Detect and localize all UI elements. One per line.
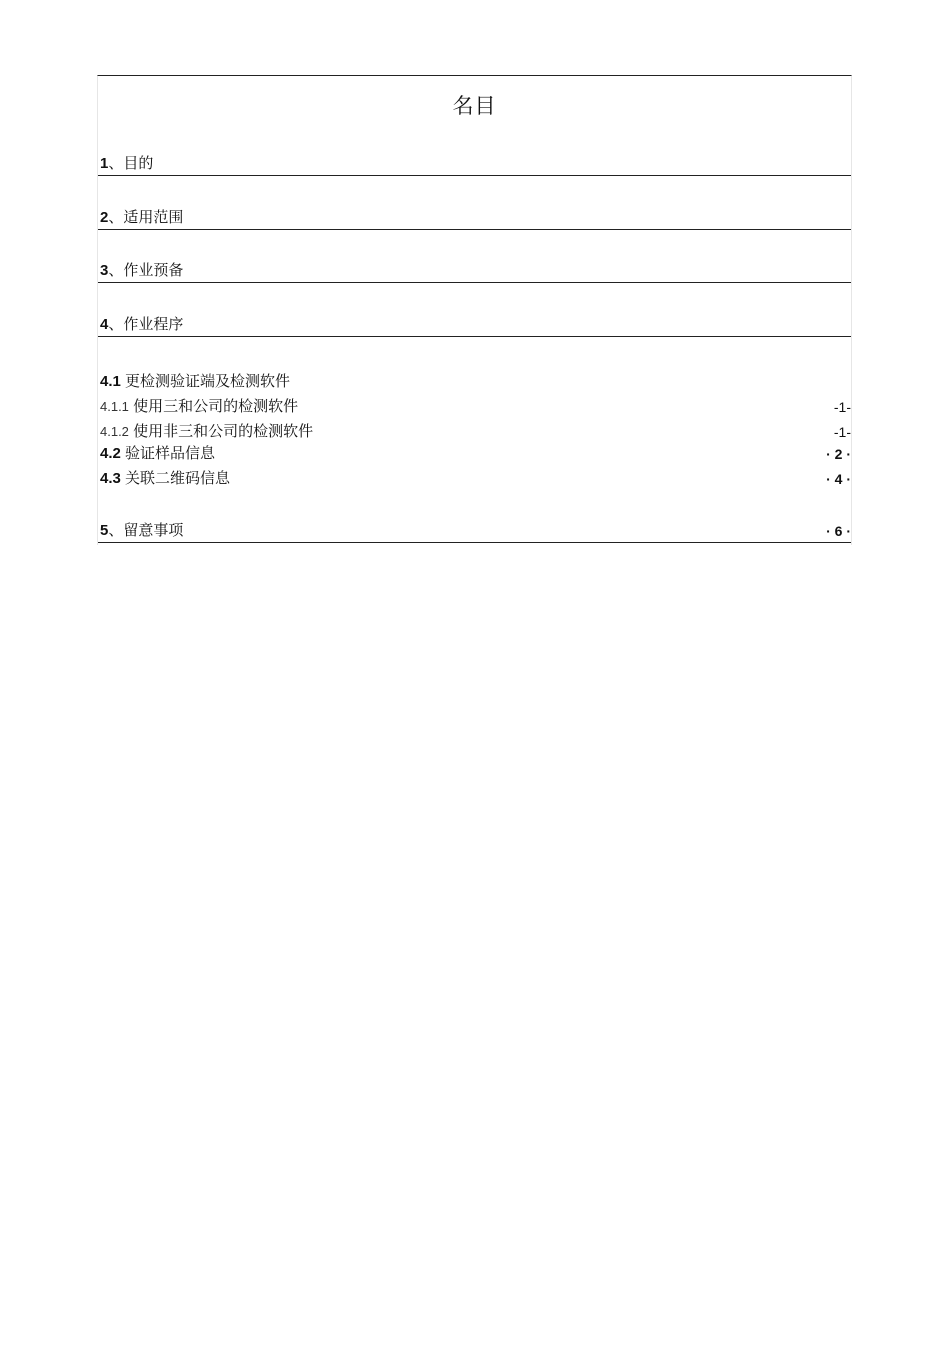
toc-entry-text: 、适用范围	[108, 209, 184, 226]
toc-entry-number: 4.1.1	[100, 399, 129, 414]
toc-entry-number: 4	[100, 316, 109, 333]
toc-entry-number: 4.1.2	[100, 424, 129, 439]
toc-entry-label	[100, 396, 298, 418]
toc-entry-text: 使用非三和公司的检测软件	[128, 423, 314, 440]
toc-entry-number: 3	[100, 262, 109, 279]
toc-entry-1[interactable]	[98, 153, 851, 176]
toc-entry-label	[100, 520, 183, 542]
toc-entry-4-2[interactable]	[98, 443, 851, 465]
toc-entry-text: 、作业预备	[108, 262, 184, 279]
toc-entry-2[interactable]	[98, 207, 851, 230]
toc-entry-label	[100, 153, 153, 175]
toc-page-number: · 4 ·	[826, 471, 851, 487]
toc-title: 名目	[452, 95, 497, 118]
toc-entry-5[interactable]	[98, 520, 851, 543]
toc-entry-4-1-1[interactable]	[98, 396, 851, 418]
toc-entry-number: 4.1	[100, 373, 121, 390]
toc-entry-number: 4.2	[100, 445, 121, 462]
toc-entry-4-1[interactable]	[98, 371, 851, 393]
toc-entry-text: 、目的	[108, 155, 154, 172]
toc-page-number: · 6 ·	[826, 523, 851, 539]
toc-entry-label	[100, 207, 183, 229]
toc-entry-number: 2	[100, 209, 109, 226]
toc-entry-text: 、留意事项	[108, 522, 184, 539]
toc-page-number: -1-	[833, 399, 851, 415]
toc-entry-text: 关联二维码信息	[120, 470, 231, 487]
toc-entry-label	[100, 371, 290, 393]
toc-entry-3[interactable]	[98, 260, 851, 283]
toc-entry-4-1-2[interactable]	[98, 421, 851, 443]
toc-entry-label	[100, 468, 230, 490]
toc-entry-text: 验证样品信息	[120, 445, 216, 462]
toc-entry-text: 使用三和公司的检测软件	[128, 398, 299, 415]
table-of-contents	[97, 75, 852, 545]
toc-entry-number: 5	[100, 522, 109, 539]
toc-entry-4[interactable]	[98, 314, 851, 337]
toc-entry-number: 4.3	[100, 470, 121, 487]
toc-entry-number: 1	[100, 155, 109, 172]
toc-entry-label	[100, 314, 183, 336]
toc-page-number: · 2 ·	[826, 446, 851, 462]
toc-page-number: -1-	[833, 424, 851, 440]
toc-entry-text: 更检测验证端及检测软件	[120, 373, 291, 390]
toc-entry-label	[100, 421, 313, 443]
toc-entry-text: 、作业程序	[108, 316, 184, 333]
toc-entry-label	[100, 443, 215, 465]
toc-entry-4-3[interactable]	[98, 468, 851, 490]
toc-entry-label	[100, 260, 183, 282]
